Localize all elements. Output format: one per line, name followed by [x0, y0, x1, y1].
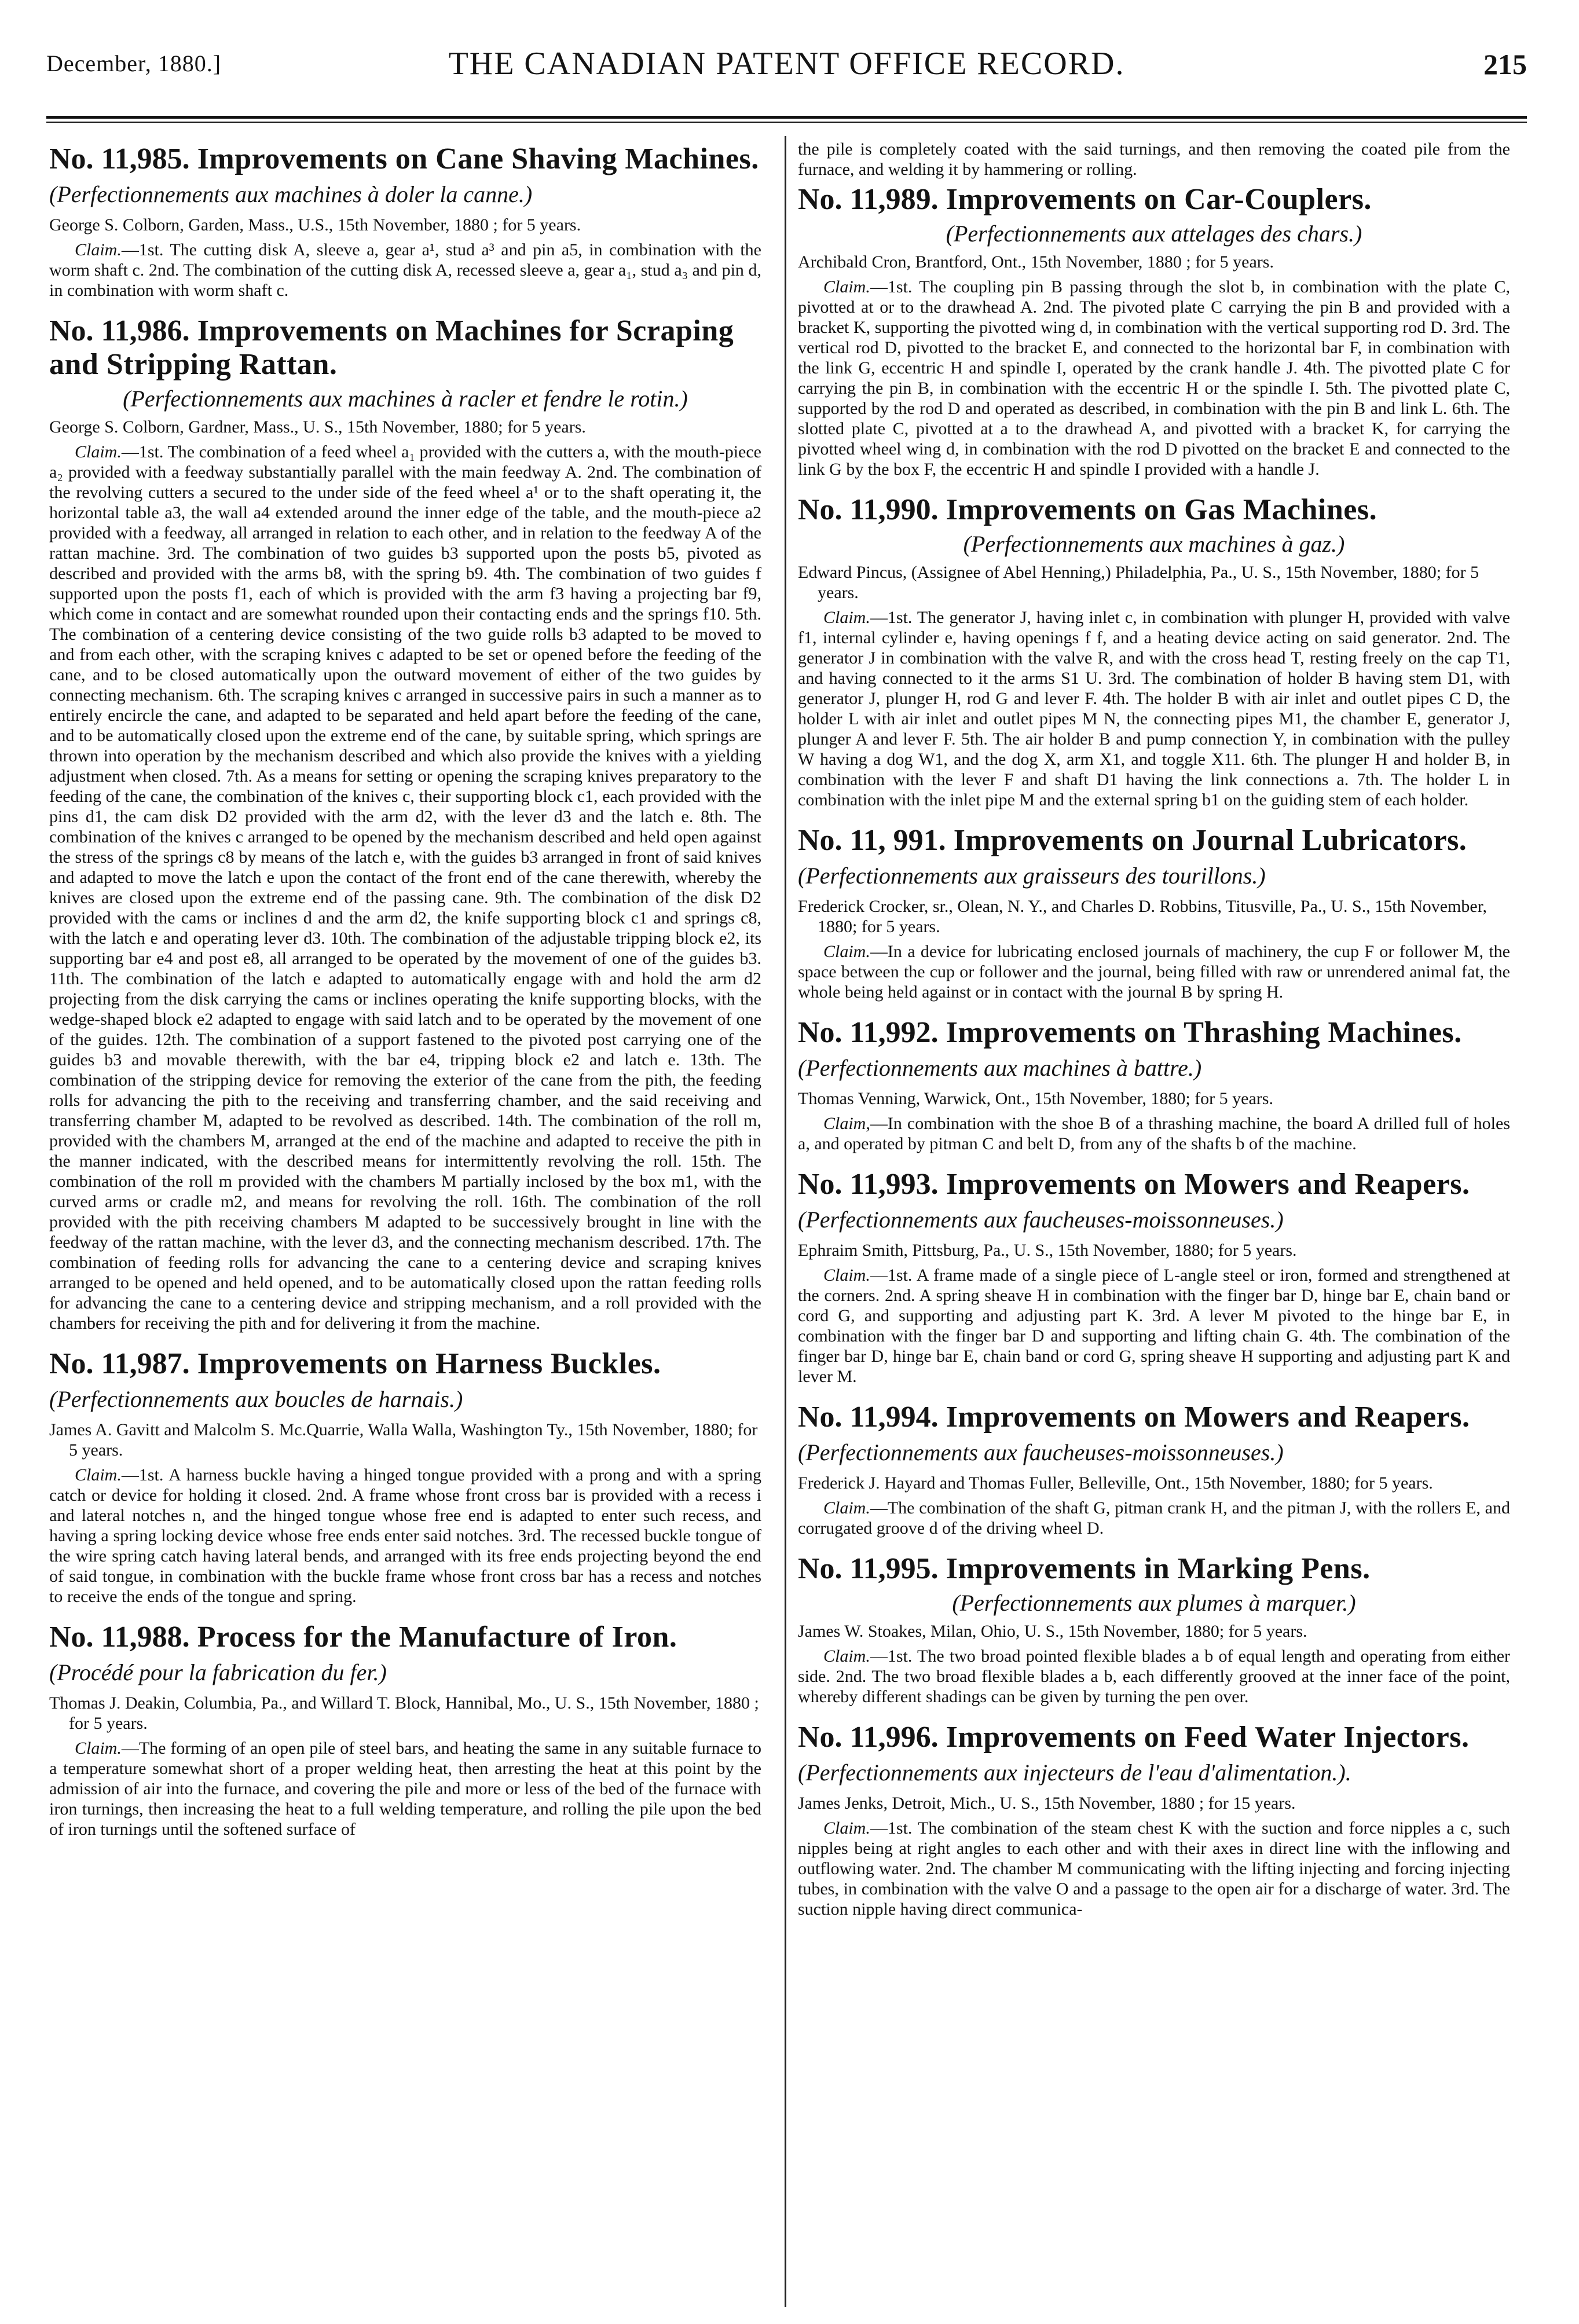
patent-inventor: James W. Stoakes, Milan, Ohio, U. S., 15th November, 1880; for 5 years. — [798, 1622, 1307, 1641]
patent-claim — [798, 607, 1510, 810]
header-date: December, 1880.] — [46, 50, 222, 76]
patent-heading — [798, 1401, 1510, 1469]
patent-heading — [798, 1552, 1510, 1586]
patent-entry — [798, 493, 1510, 810]
patent-french-title: (Perfectionnements aux faucheuses-moissonneuses.) — [798, 1439, 1284, 1465]
patent-title: Improvements in Marking Pens. — [946, 1552, 1371, 1585]
patent-number: No. 11,986. — [49, 314, 190, 347]
patent-entry — [49, 1621, 761, 1839]
claim-label: Claim. — [823, 277, 870, 296]
patent-entry — [49, 314, 761, 1333]
patent-number: No. 11, 991. — [798, 824, 946, 857]
patent-title: Improvements on Thrashing Machines. — [946, 1016, 1462, 1049]
patent-heading — [798, 1721, 1510, 1790]
right-column — [798, 139, 1510, 2316]
claim-label: Claim. — [823, 942, 870, 961]
patent-entry — [798, 1401, 1510, 1538]
patent-title: Improvements on Mowers and Reapers. — [946, 1401, 1470, 1434]
patent-french-title: (Perfectionnements aux faucheuses-moissonneuses.) — [798, 1207, 1284, 1233]
patent-claim — [798, 1265, 1510, 1387]
patent-claim — [798, 1498, 1510, 1538]
claim-text: —1st. The two broad pointed flexible blades a b of equal length and operating from either side. 2nd. The two broad flexible blades a b, each differently grooved at the inner face of the point, whereby different shadings can be given by turning the pen over. — [798, 1647, 1510, 1706]
patent-claim — [49, 240, 761, 300]
patent-french-title: (Perfectionnements aux machines à gaz.) — [963, 531, 1345, 557]
patent-title: Improvements on Cane Shaving Machines. — [197, 142, 759, 175]
patent-french-title: (Perfectionnements aux machines à racler et fendre le rotin.) — [123, 386, 688, 412]
patent-heading — [798, 493, 1510, 527]
header-rule-thin — [46, 122, 1527, 123]
patent-claim — [798, 1113, 1510, 1154]
patent-number: No. 11,987. — [49, 1347, 190, 1380]
patent-claim — [49, 1465, 761, 1607]
patent-entry — [798, 1552, 1510, 1707]
patent-heading — [49, 1621, 761, 1689]
column-divider — [785, 136, 786, 2307]
patent-inventor: James Jenks, Detroit, Mich., U. S., 15th November, 1880 ; for 15 years. — [798, 1794, 1296, 1813]
patent-title: Improvements on Harness Buckles. — [197, 1347, 661, 1380]
patent-entry — [798, 1016, 1510, 1154]
patent-french-title: (Perfectionnements aux boucles de harnais.) — [49, 1386, 463, 1412]
claim-text: —1st. The coupling pin B passing through the slot b, in combination with the plate C, pivotted at or to the drawhead A. 2nd. The pivoted plate C carrying the pin B and provided with a bracket K, supporting the pivotted wing d, in combination with the vertical supporting rod D. 3rd. The vertical rod D, pivotted to the bracket E, and connected to the horizontal bar F, in combination with the link G, eccentric H and spindle I, operated by the crank handle J. 4th. The pivotted plate C for carrying the pin B, in combination with the eccentric H or the spindle I. 5th. The pivotted plate C, supported by the rod D and operated as described, in combination with the pin B and link L. 6th. The slotted plate C, pivotted at a to the drawhead A, and pivotted with a bracket K, for carrying the pivotted wheel wing d, in combination with the rod D pivotted on the bracket E and connected to the link G by the box F, the eccentric H and spindle I provided with a handle J. — [798, 277, 1510, 479]
claim-text: —1st. The combination of the steam chest K with the suction and force nipples a c, such nipples being at right angles to each other and with their axes in direct line with the inflowing and outflowing water. 2nd. The chamber M communicating with the lifting injecting and forcing injecting tubes, in combination with the valve O and a passage to the open air for a discharge of water. 3rd. The suction nipple having direct communica- — [798, 1819, 1510, 1919]
patent-inventor: George S. Colborn, Garden, Mass., U.S., 15th November, 1880 ; for 5 years. — [49, 215, 581, 234]
patent-title: Improvements on Gas Machines. — [946, 493, 1377, 526]
claim-text: —In a device for lubricating enclosed journals of machinery, the cup F or follower M, the space between the cup or follower and the journal, being filled with raw or unrendered animal fat, the whole being held against or in contact with the journal B by spring H. — [798, 942, 1510, 1002]
patent-number: No. 11,994. — [798, 1401, 939, 1434]
claim-text: —The forming of an open pile of steel bars, and heating the same in any suitable furnace to a temperature somewhat short of a proper welding heat, then arresting the heat at this point by the admission of air into the furnace, and covering the pile and more or less of the bed of the furnace with iron turnings, then increasing the heat to a full welding temperature, and rolling the pile upon the bed of iron turnings until the softened surface of — [49, 1739, 761, 1839]
patent-entry — [798, 1721, 1510, 1919]
patent-entry — [49, 1347, 761, 1607]
patent-inventor: Frederick Crocker, sr., Olean, N. Y., and Charles D. Robbins, Titusville, Pa., U. S., 15th November, 1880; for 5 years. — [798, 897, 1487, 936]
patent-claim — [49, 1738, 761, 1839]
claim-label: Claim. — [823, 1819, 870, 1838]
patent-french-title: (Perfectionnements aux attelages des chars.) — [946, 221, 1362, 247]
claim-text: —The combination of the shaft G, pitman crank H, and the pitman J, with the rollers E, and corrugated groove d of the driving wheel D. — [798, 1498, 1510, 1538]
patent-inventor: Thomas J. Deakin, Columbia, Pa., and Willard T. Block, Hannibal, Mo., U. S., 15th November, 1880 ; for 5 years. — [49, 1693, 759, 1733]
claim-label: Claim. — [75, 442, 122, 461]
patent-title: Improvements on Mowers and Reapers. — [946, 1168, 1470, 1201]
claim-label: Claim. — [75, 240, 122, 259]
patent-title: Improvements on Car-Couplers. — [946, 183, 1372, 216]
patent-french-title: (Perfectionnements aux graisseurs des tourillons.) — [798, 863, 1266, 889]
claim-text: —1st. The cutting disk A, sleeve a, gear a¹, stud a³ and pin a5, in combination with the worm shaft c. 2nd. The combination of the cutting disk A, recessed sleeve a, gear a₁, stud a₃ and pin d, in combination with worm shaft c. — [49, 240, 761, 300]
patent-number: No. 11,989. — [798, 183, 939, 216]
claim-label: Claim. — [823, 1498, 870, 1517]
patent-entry — [798, 824, 1510, 1002]
patent-claim — [798, 1646, 1510, 1707]
patent-number: No. 11,993. — [798, 1168, 939, 1201]
claim-text: —1st. A harness buckle having a hinged tongue provided with a prong and with a spring catch or device for holding it closed. 2nd. A frame whose front cross bar is provided with a recess i and lateral notches n, and the hinged tongue whose free end is adapted to enter such recess, and having a spring locking device whose free ends enter said notches. 3rd. The recessed buckle tongue of the wire spring catch having lateral bends, and arranged with its free ends projecting beyond the end of said tongue, in combination with the buckle frame whose front cross bar has a recess and notches to receive the ends of the tongue and spring. — [49, 1465, 761, 1606]
claim-text: —1st. A frame made of a single piece of L-angle steel or iron, formed and strengthened at the corners. 2nd. A spring sheave H in combination with the finger bar D, hinge bar E, chain band or cord G, and supporting and adjusting part K. 3rd. A lever M pivoted to the hinge bar E, in combination with the finger bar D and supporting and lifting chain G. 4th. The combination of the finger bar D, hinge bar E, chain band or cord G, spring sheave H supporting and adjusting part K and lever M. — [798, 1266, 1510, 1386]
patent-claim — [49, 442, 761, 1333]
patent-heading — [49, 1347, 761, 1416]
patent-french-title: (Perfectionnements aux machines à battre.) — [798, 1055, 1202, 1081]
patent-french-title: (Perfectionnements aux machines à doler la canne.) — [49, 181, 533, 207]
patent-heading — [49, 142, 761, 211]
claim-label: Claim. — [823, 1266, 870, 1285]
page-header — [46, 45, 1527, 103]
header-rule — [46, 116, 1527, 119]
patent-inventor: James A. Gavitt and Malcolm S. Mc.Quarrie, Walla Walla, Washington Ty., 15th November, 1880; for 5 years. — [49, 1420, 758, 1460]
claim-text: —1st. The generator J, having inlet c, in combination with plunger H, provided with valve f1, internal cylinder e, having openings f f, and a heating device acting on said generator. 2nd. The generator J in combination with the valve R, and with the cross head T, resting freely on the cap T1, and having connected to it the arms S1 U. 3rd. The combination of holder B having stem D1, with generator J, plunger H, rod G and lever F. 4th. The holder B with air inlet and outlet pipes C D, the holder L with air inlet and outlet pipes M N, the connecting pipes M1, the chamber E, generator J, plunger A and lever F. 5th. The air holder B and pump connection Y, in combination with the pulley W having a dog W1, and the dog X, arm X1, and toggle X11. 6th. The plunger H and holder B, in combination with the lever F and shaft D1 having the link connections a. 7th. The holder L in combination with the inlet pipe M and the external spring b1 on the guiding stem of each holder. — [798, 608, 1510, 809]
patent-number: No. 11,996. — [798, 1721, 939, 1754]
patent-title: Improvements on Feed Water Injectors. — [946, 1721, 1470, 1754]
patent-entry — [798, 1168, 1510, 1387]
patent-number: No. 11,992. — [798, 1016, 939, 1049]
patent-french-title: (Perfectionnements aux injecteurs de l'eau d'alimentation.). — [798, 1760, 1351, 1786]
patent-claim — [798, 1818, 1510, 1919]
page-number: 215 — [1483, 48, 1527, 80]
patent-heading — [798, 824, 1510, 893]
claim-label: Claim. — [823, 608, 870, 627]
patent-inventor: Edward Pincus, (Assignee of Abel Henning,) Philadelphia, Pa., U. S., 15th November, 1880; for 5 years. — [798, 563, 1479, 602]
claim-label: Claim. — [823, 1647, 870, 1666]
patent-claim — [798, 277, 1510, 479]
left-column — [49, 139, 761, 2316]
claim-label: Claim, — [823, 1114, 870, 1133]
patent-inventor: Ephraim Smith, Pittsburg, Pa., U. S., 15th November, 1880; for 5 years. — [798, 1241, 1297, 1260]
claim-label: Claim. — [75, 1739, 122, 1758]
patent-title: Process for the Manufacture of Iron. — [197, 1621, 677, 1654]
patent-heading — [798, 183, 1510, 217]
patent-heading — [798, 1168, 1510, 1237]
journal-title: THE CANADIAN PATENT OFFICE RECORD. — [448, 46, 1125, 82]
patent-inventor: Thomas Venning, Warwick, Ont., 15th November, 1880; for 5 years. — [798, 1089, 1273, 1108]
patent-heading — [49, 314, 761, 382]
patent-claim — [798, 941, 1510, 1002]
claim-text: —In combination with the shoe B of a thrashing machine, the board A drilled full of holes a, and operated by pitman C and belt D, from any of the shafts b of the machine. — [798, 1114, 1510, 1153]
patent-title: Improvements on Journal Lubricators. — [953, 824, 1467, 857]
patent-inventor: George S. Colborn, Gardner, Mass., U. S., 15th November, 1880; for 5 years. — [49, 417, 586, 437]
patent-french-title: (Procédé pour la fabrication du fer.) — [49, 1659, 387, 1685]
patent-inventor: Archibald Cron, Brantford, Ont., 15th November, 1880 ; for 5 years. — [798, 252, 1274, 272]
claim-text: —1st. The combination of a feed wheel a₁ provided with the cutters a, with the mouth-piece a₂ provided with a feedway substantially parallel with the main feedway A. 2nd. The combination of the revolving cutters a secured to the under side of the feed wheel a¹ or to the shaft operating it, the horizontal table a3, the wall a4 extended around the inner edge of the table, and the mouth-piece a2 provided with a feedway, all arranged in relation to each other, and in relation to the feedway A of the rattan machine. 3rd. The combination of two guides b3 supported upon the posts b5, pivoted as described and provided with the arms b8, with the spring b9. 4th. The combination of two guides f supported upon the posts f1, each of which is provided with the arm f3 having a projecting bar f9, which come in contact and are somewhat rounded upon their contacting ends and the springs f10. 5th. The combination of a centering device consisting of the two guide rolls b3 adapted to be moved to and from each other, with the scraping knives c adapted to be set or opened before the feeding of the cane, and to be closed automatically upon the outward movement of either of the two guides by connecting mechanism. 6th. The scraping knives c arranged in successive pairs in such a manner as to entirely encircle the cane, and adapted to be separated and held apart before the feeding of the cane, and to be automatically closed upon the extreme end of the cane, by suitable spring, which springs are thrown into operation by the mechanism described and which also provide the knives with a yielding adjustment when closed. 7th. As a means for setting or opening the scraping knives preparatory to the feeding of the cane, the combination of the knives c, their supporting block c1, each provided with the pins d1, the cam disk D2 provided with the arm d2, with the lever d3 and the latch e. 8th. The combination of the knives c arranged to be opened by the mechanism described and held open against the stress of the springs c8 by means of the latch e, with the guides b3 arranged in front of said knives and adapted to move the latch e upon the contact of the front end of the cane therewith, whereby the knives are closed upon the extreme end of the passing cane. 9th. The combination of the disk D2 provided with the cams or inclines d and the arm d2, the knife supporting block c1 and springs c8, with the latch e and operating lever d3. 10th. The combination of the adjustable tripping block e2, its supporting bar e4 and post e8, all arranged to be operated by the movement of one of the guides b3. 11th. The combination of the latch e adapted to automatically engage with and hold the arm d2 projecting from the disk carrying the cams or inclines operating the knife supporting blocks, with the wedge-shaped block e2 adapted to engage with said latch and to be operated by the movement of one of the guides. 12th. The combination of a support fastened to the pivoted post carrying one of the guides b3 and movable therewith, with the bar e4, tripping block e2 and latch e. 13th. The combination of the stripping device for removing the exterior of the cane from the pith, the feeding rolls for advancing the pith to the receiving and transferring chamber, and the said receiving and transferring chamber M, adapted to be revolved as described. 14th. The combination of the roll m, provided with the chambers M, arranged at the end of the machine and adapted to receive the pith in the manner indicated, with the described means for intermittently revolving the roll. 15th. The combination of the roll m provided with the chambers M partially inclosed by the box m1, with the curved arms or cradle m2, and means for revolving the roll. 16th. The combination of the roll provided with the pith receiving chambers M adapted to be successively brought in line with the feedway of the rattan machine, with the lever d3, and the connecting mechanism described. 17th. The combination of feeding rolls for advancing the cane to a centering device and scraping knives arranged to be opened and held opened, and to be automatically closed upon the rattan feeding rolls for advancing the cane to a centering device and stripping mechanism, and a roll provided with the chambers for receiving the pith and for delivering it from the machine. — [49, 442, 761, 1333]
continued-claim-text: the pile is completely coated with the said turnings, and then removing the coated pile from the furnace, and welding it by hammering or rolling. — [798, 140, 1510, 179]
patent-number: No. 11,988. — [49, 1621, 190, 1654]
patent-number: No. 11,990. — [798, 493, 939, 526]
patent-inventor: Frederick J. Hayard and Thomas Fuller, Belleville, Ont., 15th November, 1880; for 5 years. — [798, 1473, 1433, 1493]
patent-french-title: (Perfectionnements aux plumes à marquer.) — [952, 1590, 1356, 1616]
patent-entry — [798, 183, 1510, 479]
patent-heading — [798, 1016, 1510, 1085]
claim-label: Claim. — [75, 1465, 122, 1484]
patent-number: No. 11,985. — [49, 142, 190, 175]
patent-title: Improvements on Machines for Scraping and Stripping Rattan. — [49, 314, 734, 381]
patent-entry — [49, 142, 761, 300]
patent-number: No. 11,995. — [798, 1552, 939, 1585]
